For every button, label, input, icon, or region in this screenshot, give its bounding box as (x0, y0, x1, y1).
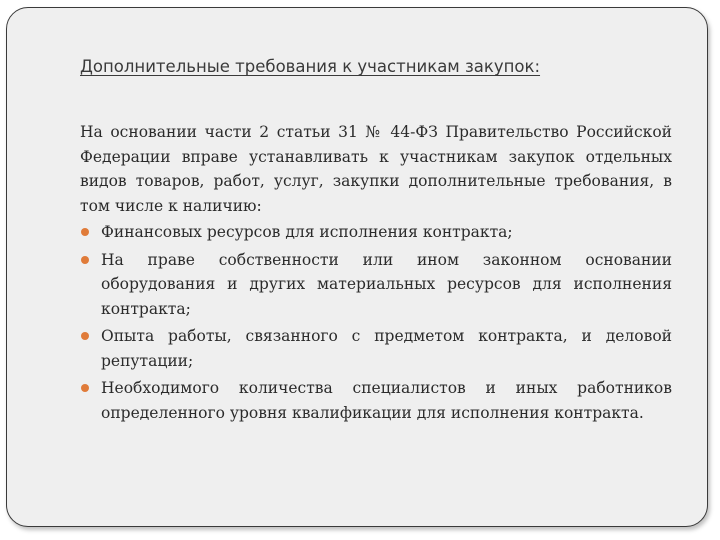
bullet-icon (81, 332, 89, 340)
requirements-list (80, 220, 672, 425)
list-item-text: На праве собственности или ином законном основании оборудования и других материальных ресурсов для исполнения контракта; (101, 250, 672, 318)
slide-content (80, 120, 672, 428)
list-item-text: Опыта работы, связанного с предметом контракта, и деловой репутации; (101, 327, 672, 370)
list-item (80, 220, 672, 245)
slide-title: Дополнительные требования к участникам закупок: (80, 57, 541, 76)
list-item-text: Необходимого количества специалистов и иных работников определенного уровня квалификации для исполнения контракта. (101, 379, 672, 422)
bullet-icon (81, 384, 89, 392)
bullet-icon (81, 228, 89, 236)
list-item (80, 248, 672, 322)
bullet-icon (81, 256, 89, 264)
list-item (80, 376, 672, 425)
list-item (80, 324, 672, 373)
list-item-text: Финансовых ресурсов для исполнения контракта; (101, 223, 513, 241)
intro-paragraph: На основании части 2 статьи 31 № 44-ФЗ Правительство Российской Федерации вправе устанавливать к участникам закупок отдельных видов товаров, работ, услуг, закупки дополнительные требования, в том числе к наличию: (80, 123, 672, 215)
